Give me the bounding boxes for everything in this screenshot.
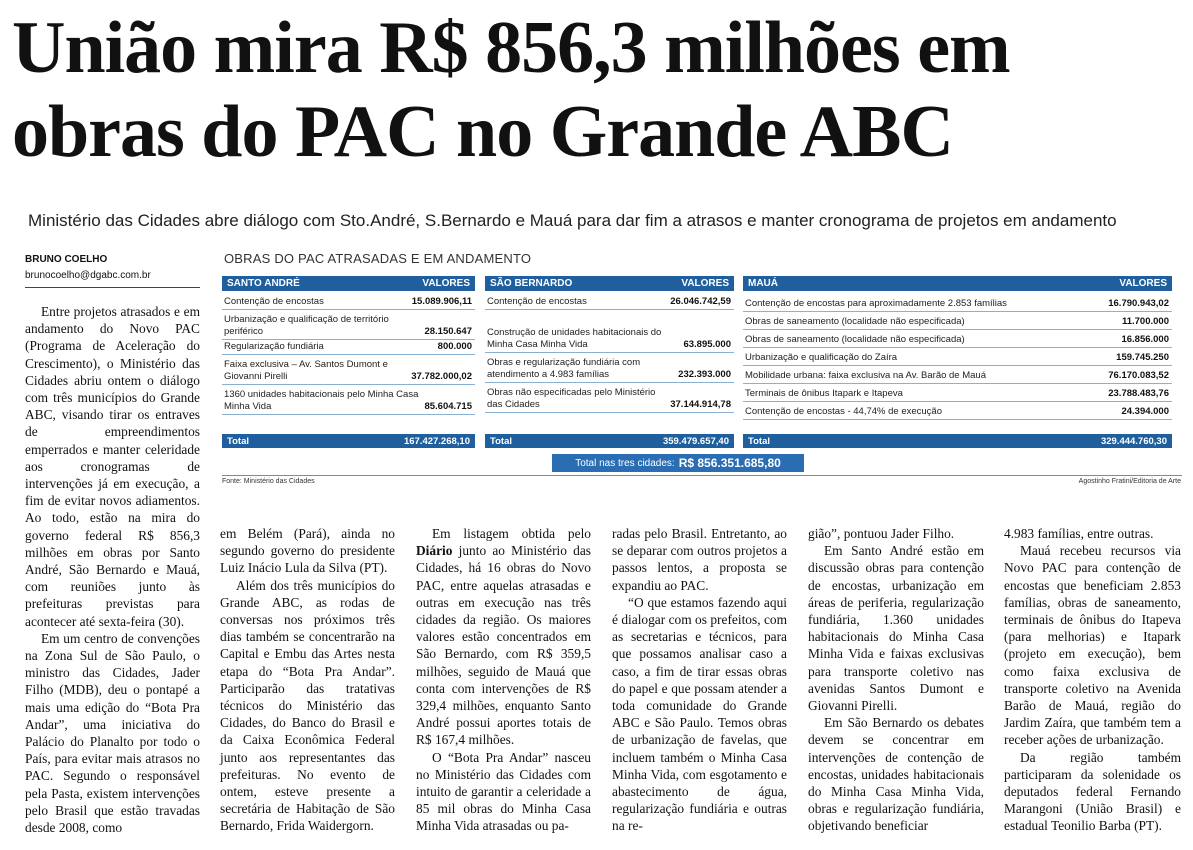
row-value: 159.745.250 — [1116, 352, 1169, 363]
row-label: Obras de saneamento (localidade não especificada) — [745, 316, 965, 327]
row-value: 16.856.000 — [1121, 334, 1169, 345]
article-column-6 — [1004, 525, 1181, 835]
table-row — [743, 330, 1172, 348]
table-row — [485, 310, 734, 353]
article-column-5 — [808, 525, 984, 835]
infographic-title: OBRAS DO PAC ATRASADAS E EM ANDAMENTO — [224, 251, 532, 266]
byline-author: BRUNO COELHO — [25, 254, 108, 265]
infographic-credit: Agostinho Fratini/Editoria de Arte — [1078, 478, 1181, 485]
paragraph: Em São Bernardo os debates devem se concentrar em intervenções de contenção de encostas, unidades habitacionais do Minha Casa Minha Vida, obras e regularização fundiária, objetivando beneficiar — [808, 715, 984, 834]
city-name: SANTO ANDRÉ — [227, 278, 300, 289]
paragraph — [416, 525, 591, 749]
values-header: VALORES — [422, 278, 470, 289]
headline: União mira R$ 856,3 milhões em obras do PAC no Grande ABC — [12, 7, 1010, 173]
grand-total-value: R$ 856.351.685,80 — [678, 456, 781, 470]
table-row — [743, 312, 1172, 330]
panel-santo-andre — [222, 276, 475, 448]
article-column-2 — [220, 525, 395, 835]
paragraph: Mauá recebeu recursos via Novo PAC para contenção de encostas que beneficiam 2.853 famílias, obras de saneamento, terminais de ônibus do Itapeva (para melhorias) e Itapark (projeto em execução), bem como faixa exclusiva de transporte coletivo na Avenida Barão de Mauá, região do Jardim Zaíra, que também tem a receber ações de urbanização. — [1004, 543, 1181, 748]
total-value: 167.427.268,10 — [403, 435, 470, 447]
row-value: 37.782.000,02 — [411, 371, 472, 382]
infographic-footer-rule — [222, 475, 1182, 476]
table-row — [743, 294, 1172, 312]
table-row — [222, 385, 475, 415]
newspaper-name: Diário — [416, 543, 453, 559]
table-row — [743, 366, 1172, 384]
row-label: Faixa exclusiva – Av. Santos Dumont e Giovanni Pirelli — [224, 359, 388, 382]
panel-total — [485, 434, 734, 448]
panel-header — [485, 276, 734, 291]
row-label: Contenção de encostas - 44,74% de execução — [745, 406, 942, 417]
infographic-source: Fonte: Ministério das Cidades — [222, 478, 315, 485]
values-header: VALORES — [681, 278, 729, 289]
text: Em listagem obtida pelo — [432, 526, 591, 541]
paragraph: 4.983 famílias, entre outras. — [1004, 526, 1154, 541]
table-row — [485, 294, 734, 310]
paragraph: O “Bota Pra Andar” nasceu no Ministério das Cidades com intuito de garantir a celeridade a 85 mil obras do Minha Casa Minha Vida atrasadas ou pa- — [416, 749, 591, 834]
panel-total — [743, 434, 1172, 448]
row-label: Construção de unidades habitacionais do Minha Casa Minha Vida — [487, 327, 662, 350]
row-value: 24.394.000 — [1121, 406, 1169, 417]
row-value: 800.000 — [437, 341, 472, 352]
row-label: Contenção de encostas para aproximadamente 2.853 famílias — [745, 298, 1007, 309]
rows — [222, 294, 475, 434]
paragraph: Entre projetos atrasados e em andamento do Novo PAC (Programa de Aceleração do Crescimento), o Ministério das Cidades abriu ontem o diálogo com três municípios do Grande ABC, visando tirar os entraves de empreendimentos emperrados e manter celeridade aos cronogramas de intervenções já em execução, a fim de evitar novos adiamentos. Ao todo, estão na mira do governo federal R$ 856,3 milhões em obras por Santo André, São Bernardo e Mauá, com reuniões junto às prefeituras previstas para acontecer até sexta-feira (30). — [25, 304, 200, 629]
row-label: Contenção de encostas — [487, 296, 587, 307]
total-label: Total — [490, 435, 512, 447]
paragraph: Em um centro de convenções na Zona Sul de São Paulo, o ministro das Cidades, Jader Filho (MDB), deu o pontapé a mais uma edição do “Bota Pra Andar”, uma iniciativa do Palácio do Planalto por todo o País, para evitar mais atrasos no PAC. Segundo o responsável pela Pasta, existem intervenções pelo Brasil que estão travadas desde 2008, como — [25, 630, 200, 836]
row-label: 1360 unidades habitacionais pelo Minha Casa Minha Vida — [224, 389, 419, 412]
row-value: 15.089.906,11 — [411, 296, 472, 307]
byline-divider — [25, 287, 200, 288]
table-row — [222, 355, 475, 385]
city-name: MAUÁ — [748, 278, 778, 289]
paragraph: radas pelo Brasil. Entretanto, ao se deparar com outros projetos a passos lentos, a proposta se expandiu ao PAC. — [612, 526, 787, 593]
row-value: 232.393.000 — [678, 369, 731, 380]
row-value: 76.170.083,52 — [1108, 370, 1169, 381]
grand-total — [552, 454, 804, 472]
row-value: 85.604.715 — [424, 401, 472, 412]
city-name: SÃO BERNARDO — [490, 278, 573, 289]
row-label: Obras não especificadas pelo Ministério das Cidades — [487, 387, 656, 410]
row-label: Regularização fundiária — [224, 341, 324, 352]
paragraph: Em Santo André estão em discussão obras para contenção de encostas, urbanização em áreas de periferia, regularização fundiária, 1.360 unidades habitacionais do Minha Casa Minha Vida e faixas exclusivas para transporte coletivo nas avenidas Santos Dumont e Giovanni Pirelli. — [808, 543, 984, 714]
article-column-3 — [416, 525, 591, 835]
panel-header — [222, 276, 475, 291]
table-row — [743, 402, 1172, 420]
panel-sao-bernardo — [485, 276, 734, 448]
row-label: Urbanização e qualificação de território periférico — [224, 314, 389, 337]
row-label: Obras e regularização fundiária com atendimento a 4.983 famílias — [487, 357, 641, 380]
paragraph: em Belém (Pará), ainda no segundo governo do presidente Luiz Inácio Lula da Silva (PT). — [220, 526, 395, 576]
panel-header — [743, 276, 1172, 291]
byline-email: brunocoelho@dgabc.com.br — [25, 270, 151, 281]
row-value: 63.895.000 — [683, 339, 731, 350]
table-row — [485, 383, 734, 413]
row-value: 16.790.943,02 — [1108, 298, 1169, 309]
row-value: 26.046.742,59 — [670, 296, 731, 307]
table-row — [222, 294, 475, 310]
row-value: 37.144.914,78 — [670, 399, 731, 410]
panel-total — [222, 434, 475, 448]
total-label: Total — [748, 435, 770, 447]
table-row — [485, 353, 734, 383]
article-column-4 — [612, 525, 787, 835]
table-row — [743, 348, 1172, 366]
rows — [485, 294, 734, 434]
row-value: 28.150.647 — [424, 326, 472, 337]
table-row — [222, 310, 475, 340]
values-header: VALORES — [1119, 278, 1167, 289]
row-label: Urbanização e qualificação do Zaíra — [745, 352, 898, 363]
total-value: 329.444.760,30 — [1100, 435, 1167, 447]
paragraph: Além dos três municípios do Grande ABC, as rodas de conversas nos próximos três dias também se concentrarão na Capital e Embu das Artes nesta etapa do “Bota Pra Andar”. Participarão das tratativas técnicos do Ministério das Cidades, do Banco do Brasil e da Caixa Econômica Federal junto aos representantes das prefeituras. No evento de ontem, esteve presente a secretária de Habitação de São Bernardo, Frida Waidergorn. — [220, 577, 395, 834]
paragraph: gião”, pontuou Jader Filho. — [808, 526, 955, 541]
row-label: Obras de saneamento (localidade não especificada) — [745, 334, 965, 345]
table-row — [222, 340, 475, 355]
table-row — [743, 384, 1172, 402]
paragraph: Da região também participaram da solenidade os deputados federal Fernando Marangoni (União Brasil) e estadual Teonilio Barba (PT). — [1004, 749, 1181, 834]
paragraph: “O que estamos fazendo aqui é dialogar com os prefeitos, com as secretarias e técnicos, para que possamos analisar caso a caso, a fim de tirar essas obras do papel e que possam atender a toda comunidade do Grande ABC e São Paulo. Temos obras de urbanização de favelas, que incluem também o Minha Casa Minha Vida, com esgotamento e abastecimento de água, regularização fundiária e outras na re- — [612, 594, 787, 834]
article-column-1 — [25, 303, 200, 836]
row-value: 23.788.483,76 — [1108, 388, 1169, 399]
rows — [743, 294, 1172, 434]
row-label: Terminais de ônibus Itapark e Itapeva — [745, 388, 903, 399]
grand-total-label: Total nas tres cidades: — [575, 457, 675, 469]
row-label: Contenção de encostas — [224, 296, 324, 307]
row-value: 11.700.000 — [1121, 316, 1169, 327]
subheadline: Ministério das Cidades abre diálogo com Sto.André, S.Bernardo e Mauá para dar fim a atrasos e manter cronograma de projetos em andamento — [28, 211, 1117, 230]
total-label: Total — [227, 435, 249, 447]
total-value: 359.479.657,40 — [662, 435, 729, 447]
text: junto ao Ministério das Cidades, há 16 obras do Novo PAC, entre aquelas atrasadas e outras em execução nas três cidades da região. Os maiores valores estão concentrados em São Bernardo, com R$ 359,5 milhões, seguido de Mauá que conta com intervenções de R$ 329,4 milhões, enquanto Santo André possui aportes totais de R$ 167,4 milhões. — [416, 543, 591, 748]
row-label: Mobilidade urbana: faixa exclusiva na Av. Barão de Mauá — [745, 370, 986, 381]
panel-maua — [743, 276, 1172, 448]
